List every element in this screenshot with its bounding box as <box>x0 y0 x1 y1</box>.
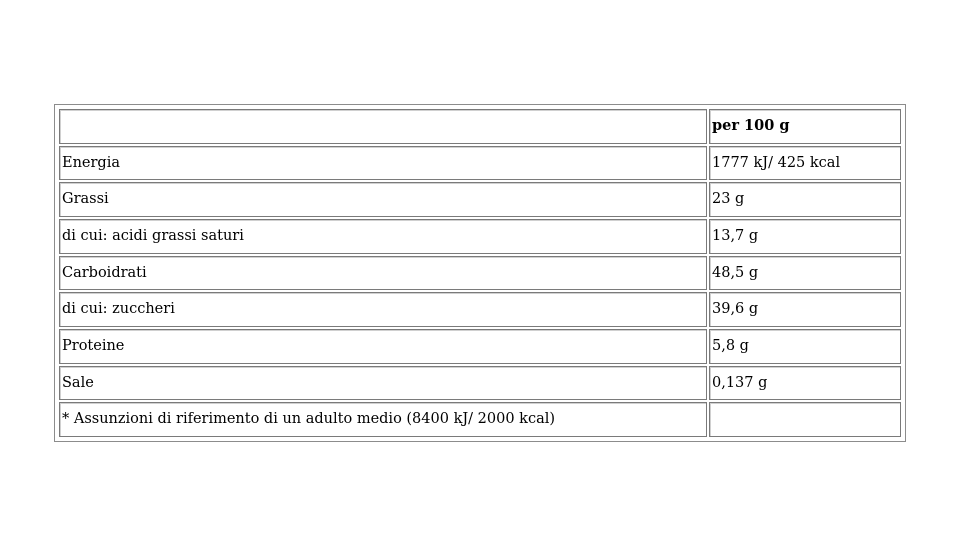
nutrient-label: Grassi <box>59 182 707 217</box>
header-label-cell <box>59 109 707 144</box>
nutrient-value: 23 g <box>709 182 901 217</box>
footnote-row <box>59 402 901 437</box>
nutrition-table-container <box>54 104 906 442</box>
nutrient-label: Proteine <box>59 329 707 364</box>
nutrient-value: 39,6 g <box>709 292 901 327</box>
table-row <box>59 256 901 291</box>
table-row <box>59 146 901 181</box>
nutrient-label: Carboidrati <box>59 256 707 291</box>
nutrient-label: di cui: zuccheri <box>59 292 707 327</box>
nutrient-label: Energia <box>59 146 707 181</box>
table-row <box>59 329 901 364</box>
table-row <box>59 219 901 254</box>
nutrient-label: di cui: acidi grassi saturi <box>59 219 707 254</box>
footnote-value <box>709 402 901 437</box>
table-row <box>59 292 901 327</box>
header-value-cell: per 100 g <box>709 109 901 144</box>
nutrient-value: 48,5 g <box>709 256 901 291</box>
table-row <box>59 366 901 401</box>
nutrition-table <box>57 107 903 439</box>
table-row <box>59 182 901 217</box>
nutrient-value: 1777 kJ/ 425 kcal <box>709 146 901 181</box>
footnote-text: * Assunzioni di riferimento di un adulto medio (8400 kJ/ 2000 kcal) <box>59 402 707 437</box>
nutrient-label: Sale <box>59 366 707 401</box>
nutrient-value: 0,137 g <box>709 366 901 401</box>
nutrient-value: 13,7 g <box>709 219 901 254</box>
nutrient-value: 5,8 g <box>709 329 901 364</box>
table-header-row <box>59 109 901 144</box>
